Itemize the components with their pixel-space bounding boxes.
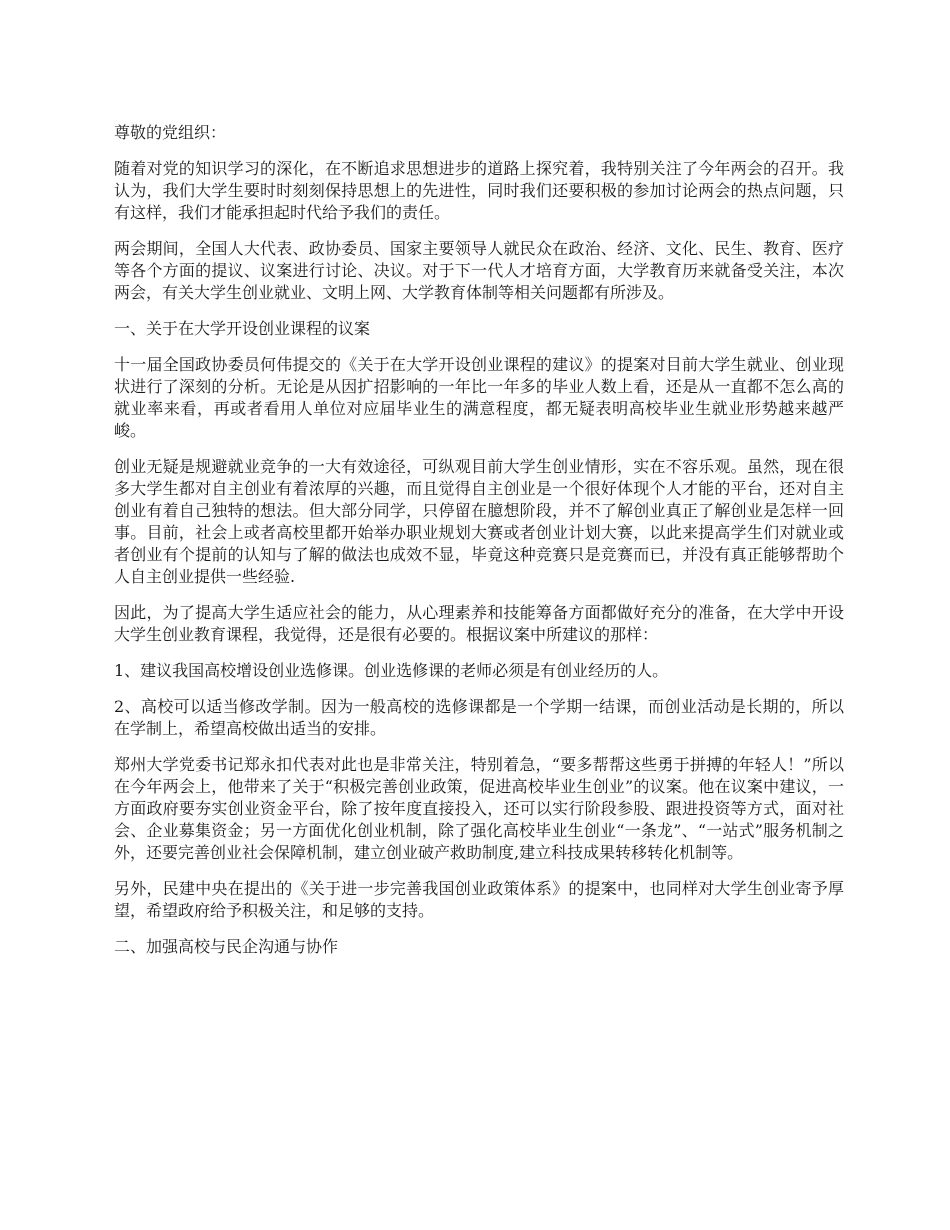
salutation: 尊敬的党组织： bbox=[114, 123, 227, 142]
list-item-2: 2、高校可以适当修改学制。因为一般高校的选修课都是一个学期一结课，而创业活动是长期的，所以在学制上，希望高校做出适当的安排。 bbox=[114, 697, 844, 738]
document-body bbox=[114, 122, 844, 972]
list-item-1: 1、建议我国高校增设创业选修课。创业选修课的老师必须是有创业经历的人。 bbox=[114, 661, 669, 680]
section-heading-1: 一、关于在大学开设创业课程的议案 bbox=[114, 319, 371, 338]
paragraph-proposal: 十一届全国政协委员何伟提交的《关于在大学开设创业课程的建议》的提案对目前大学生就业、创业现状进行了深刻的分析。无论是从因扩招影响的一年比一年多的毕业人数上看，还是从一直都不怎么高的就业率来看，再或者看用人单位对应届毕业生的满意程度，都无疑表明高校毕业生就业形势越来越严峻。 bbox=[114, 355, 844, 440]
paragraph-two-sessions: 两会期间，全国人大代表、政协委员、国家主要领导人就民众在政治、经济、文化、民生、教育、医疗等各个方面的提议、议案进行讨论、决议。对于下一代人才培育方面，大学教育历来就备受关注，本次两会，有关大学生创业就业、文明上网、大学教育体制等相关问题都有所涉及。 bbox=[114, 239, 844, 302]
paragraph-therefore: 因此，为了提高大学生适应社会的能力，从心理素养和技能筹备方面都做好充分的准备，在大学中开设大学生创业教育课程，我觉得，还是很有必要的。根据议案中所建议的那样： bbox=[114, 603, 844, 644]
paragraph-intro: 随着对党的知识学习的深化，在不断追求思想进步的道路上探究着，我特别关注了今年两会的召开。我认为，我们大学生要时时刻刻保持思想上的先进性，同时我们还要积极的参加讨论两会的热点问题，只有这样，我们才能承担起时代给予我们的责任。 bbox=[114, 159, 844, 222]
paragraph-minjian: 另外，民建中央在提出的《关于进一步完善我国创业政策体系》的提案中，也同样对大学生创业寄予厚望，希望政府给予积极关注，和足够的支持。 bbox=[114, 879, 844, 920]
paragraph-entrepreneurship: 创业无疑是规避就业竞争的一大有效途径，可纵观目前大学生创业情形，实在不容乐观。虽然，现在很多大学生都对自主创业有着浓厚的兴趣，而且觉得自主创业是一个很好体现个人才能的平台，还对自主创业有着自己独特的想法。但大部分同学，只停留在臆想阶段，并不了解创业真正了解创业是怎样一回事。目前，社会上或者高校里都开始举办职业规划大赛或者创业计划大赛，以此来提高学生们对就业或者创业有个提前的认知与了解的做法也成效不显，毕竟这种竞赛只是竞赛而已，并没有真正能够帮助个人自主创业提供一些经验. bbox=[114, 457, 844, 586]
section-heading-2: 二、加强高校与民企沟通与协作 bbox=[114, 937, 339, 956]
paragraph-zhengzhou: 郑州大学党委书记郑永扣代表对此也是非常关注，特别着急，“要多帮帮这些勇于拼搏的年轻人！”所以在今年两会上，他带来了关于“积极完善创业政策，促进高校毕业生创业”的议案。他在议案中建议，一方面政府要夯实创业资金平台，除了按年度直接投入，还可以实行阶段参股、跟进投资等方式，面对社会、企业募集资金；另一方面优化创业机制，除了强化高校毕业生创业“一条龙”、“一站式”服务机制之外，还要完善创业社会保障机制，建立创业破产救助制度,建立科技成果转移转化机制等。 bbox=[114, 755, 844, 862]
